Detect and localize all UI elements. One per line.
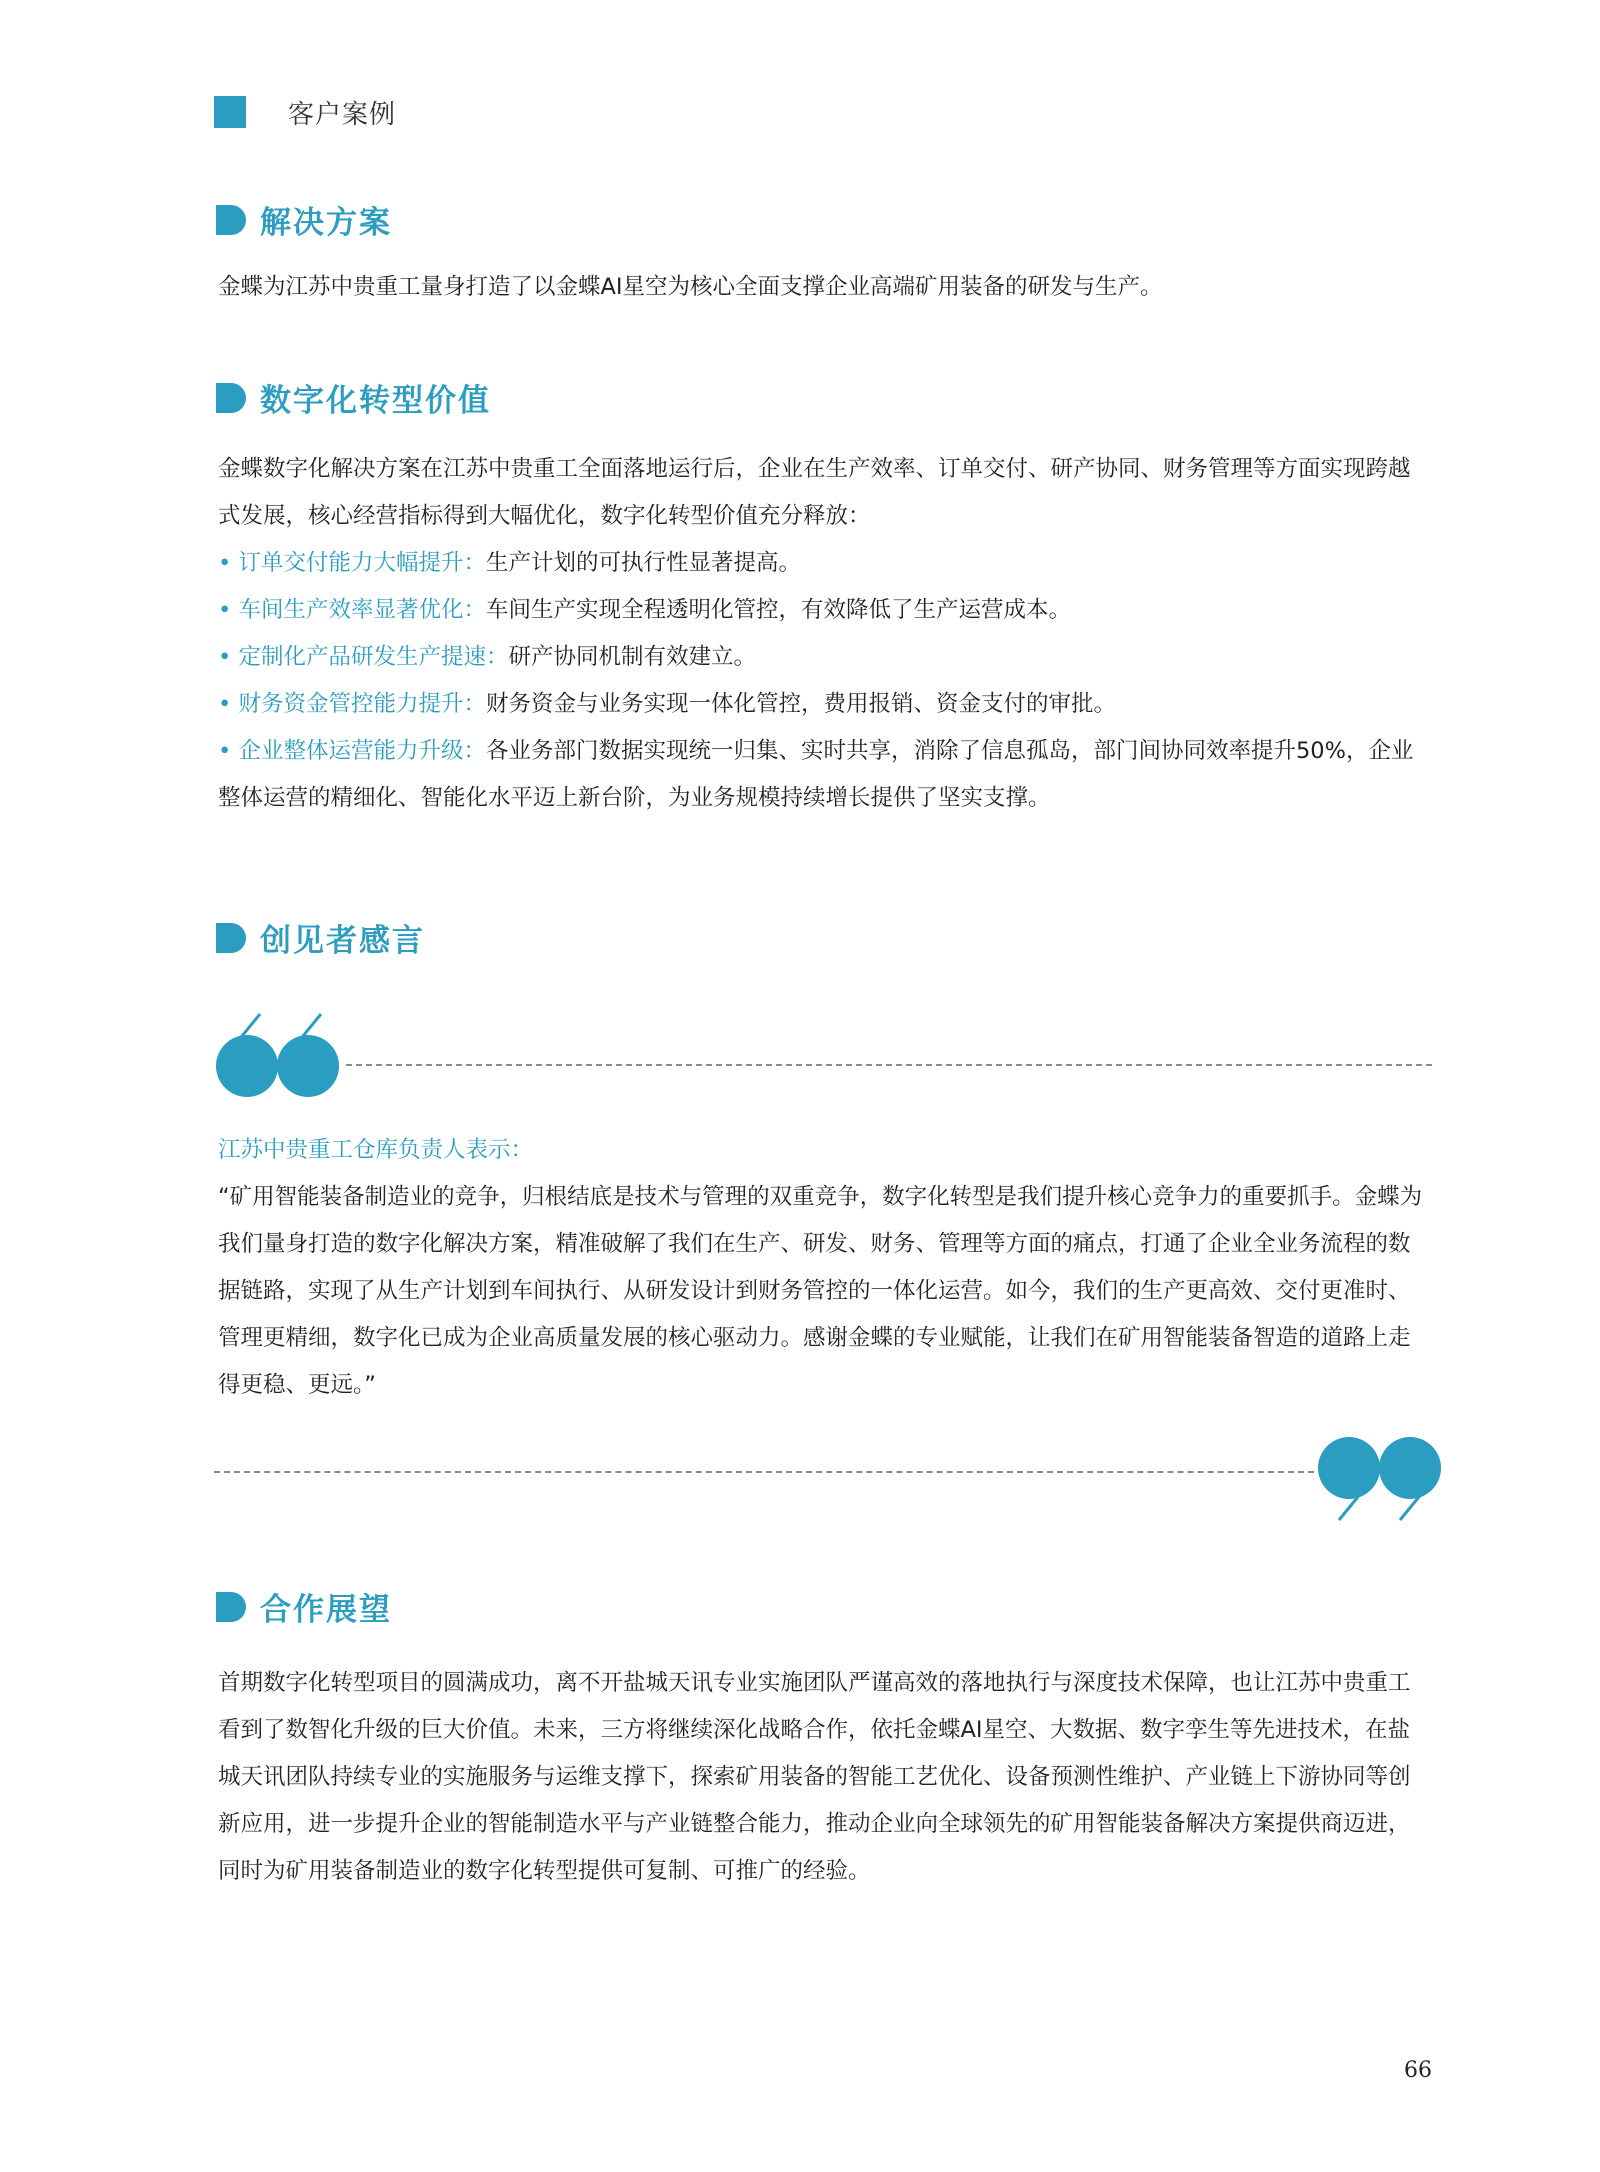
outlook-paragraph: 首期数字化转型项目的圆满成功，离不开盐城天讯专业实施团队严谨高效的落地执行与深度技术保障，也让江苏中贵重工看到了数智化升级的巨大价值。未来，三方将继续深化战略合作，依托金蝶AI星空、大数据、数字孪生等先进技术，在盐城天讯团队持续专业的实施服务与运维支撑下，探索矿用装备的智能工艺优化、设备预测性维护、产业链上下游协同等创新应用，进一步提升企业的智能制造水平与产业链整合能力，推动企业向全球领先的矿用智能装备解决方案提供商迈进，同时为矿用装备制造业的数字化转型提供可复制、可推广的经验。 (218, 1670, 1411, 1884)
bullet-text: 研产协同机制有效建立。 (508, 644, 756, 670)
quote-divider-top (346, 1064, 1432, 1066)
bullet-dot-icon: • (218, 597, 232, 623)
bullet-label: 订单交付能力大幅提升： (238, 550, 486, 576)
bullet-dot-icon: • (218, 738, 232, 764)
section-title: 解决方案 (260, 205, 392, 241)
bullet-label: 企业整体运营能力升级： (238, 738, 486, 764)
bullet-text: 各业务部门数据实现统一归集、实时共享，消除了信息孤岛，部门间协同效率提升50%，企业整体运营的精细化、智能化水平迈上新台阶，为业务规模持续增长提供了坚实支撑。 (218, 738, 1414, 811)
list-item (218, 587, 1430, 634)
section-heading-value (216, 375, 491, 420)
bullet-dot-icon: • (218, 550, 232, 576)
section-heading-outlook (216, 1584, 392, 1629)
heading-marker-icon (216, 383, 246, 413)
close-quote-icon (1316, 1432, 1446, 1526)
list-item (218, 540, 1430, 587)
value-bullet-list (218, 540, 1430, 822)
open-quote-icon (214, 1008, 344, 1102)
bullet-text: 生产计划的可执行性显著提高。 (485, 550, 801, 576)
page-header (214, 95, 396, 129)
testimonial-quote: “矿用智能装备制造业的竞争，归根结底是技术与管理的双重竞争，数字化转型是我们提升核心竞争力的重要抓手。金蝶为我们量身打造的数字化解决方案，精准破解了我们在生产、研发、财务、管理等方面的痛点，打通了企业全业务流程的数据链路，实现了从生产计划到车间执行、从研发设计到财务管控的一体化运营。如今，我们的生产更高效、交付更准时、管理更精细，数字化已成为企业高质量发展的核心驱动力。感谢金蝶的专业赋能，让我们在矿用智能装备智造的道路上走得更稳、更远。” (218, 1184, 1423, 1398)
header-title: 客户案例 (288, 99, 397, 130)
bullet-label: 定制化产品研发生产提速： (238, 644, 509, 670)
header-square-icon (214, 96, 246, 128)
heading-marker-icon (216, 205, 246, 235)
list-item (218, 681, 1430, 728)
bullet-text: 财务资金与业务实现一体化管控，费用报销、资金支付的审批。 (485, 691, 1116, 717)
section-heading-solution (216, 197, 392, 242)
list-item (218, 634, 1430, 681)
section-title: 数字化转型价值 (260, 383, 491, 419)
bullet-dot-icon: • (218, 644, 232, 670)
page-number: 66 (1404, 2058, 1432, 2083)
heading-marker-icon (216, 1592, 246, 1622)
testimonial-speaker: 江苏中贵重工仓库负责人表示： (218, 1137, 534, 1163)
heading-marker-icon (216, 923, 246, 953)
quote-divider-bottom (214, 1471, 1314, 1473)
bullet-label: 财务资金管控能力提升： (238, 691, 486, 717)
bullet-text: 车间生产实现全程透明化管控，有效降低了生产运营成本。 (485, 597, 1071, 623)
section-title: 创见者感言 (260, 923, 425, 959)
solution-paragraph: 金蝶为江苏中贵重工量身打造了以金蝶AI星空为核心全面支撑企业高端矿用装备的研发与生产。 (218, 274, 1163, 300)
section-heading-testimonial (216, 915, 425, 960)
bullet-label: 车间生产效率显著优化： (238, 597, 486, 623)
section-title: 合作展望 (260, 1592, 392, 1628)
bullet-dot-icon: • (218, 691, 232, 717)
value-intro-paragraph: 金蝶数字化解决方案在江苏中贵重工全面落地运行后，企业在生产效率、订单交付、研产协同、财务管理等方面实现跨越式发展，核心经营指标得到大幅优化，数字化转型价值充分释放： (218, 456, 1411, 529)
list-item (218, 728, 1430, 822)
